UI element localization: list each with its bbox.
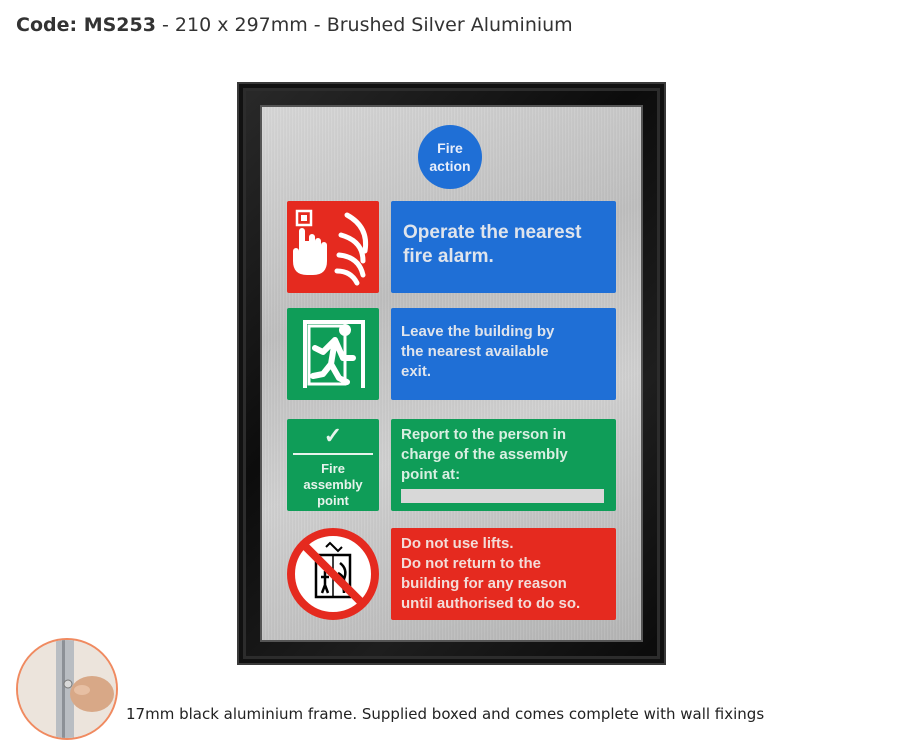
no-lift-prohibition-icon <box>286 527 380 621</box>
page-title <box>16 14 573 36</box>
assembly-label-line2: assembly <box>303 477 363 492</box>
leave-instruction-box <box>391 308 616 400</box>
frame-fixing-image <box>18 640 116 738</box>
lift-warning-box <box>391 528 616 620</box>
assembly-label-line3: point <box>317 493 349 508</box>
frame-caption: 17mm black aluminium frame. Supplied boxed and comes complete with wall fixings <box>126 705 765 723</box>
fire-action-line1: Fire <box>437 140 463 156</box>
fire-action-badge <box>418 125 482 189</box>
flame-icon <box>337 215 366 283</box>
sign-panel <box>262 107 641 640</box>
fire-action-line2: action <box>429 158 471 174</box>
frame-detail-thumbnail <box>16 638 118 740</box>
product-code: Code: MS253 <box>16 14 156 36</box>
assembly-point-icon-box <box>287 419 379 511</box>
alarm-instruction-box <box>391 201 616 293</box>
sign-frame <box>237 82 666 665</box>
assembly-divider <box>293 453 373 455</box>
lift-warning-text: Do not use lifts. Do not return to the building for any reason until authorised to do so. <box>401 535 581 612</box>
assembly-point-blank-line <box>401 489 604 503</box>
fire-alarm-icon-box <box>287 201 379 293</box>
exit-icon-box <box>287 308 379 400</box>
alarm-instruction-text: Operate the nearest fire alarm. <box>403 222 582 267</box>
product-spec: - 210 x 297mm - Brushed Silver Aluminium <box>155 14 573 36</box>
running-man-exit-icon <box>287 308 379 400</box>
leave-instruction-text: Leave the building by the nearest available exit. <box>401 323 555 380</box>
fire-alarm-call-point-icon <box>287 201 379 293</box>
checkmark-icon: ✓ <box>323 423 343 448</box>
assembly-label-line1: Fire <box>321 461 345 476</box>
report-instruction-box <box>391 419 616 511</box>
report-instruction-text: Report to the person in charge of the assembly point at: <box>401 426 568 483</box>
